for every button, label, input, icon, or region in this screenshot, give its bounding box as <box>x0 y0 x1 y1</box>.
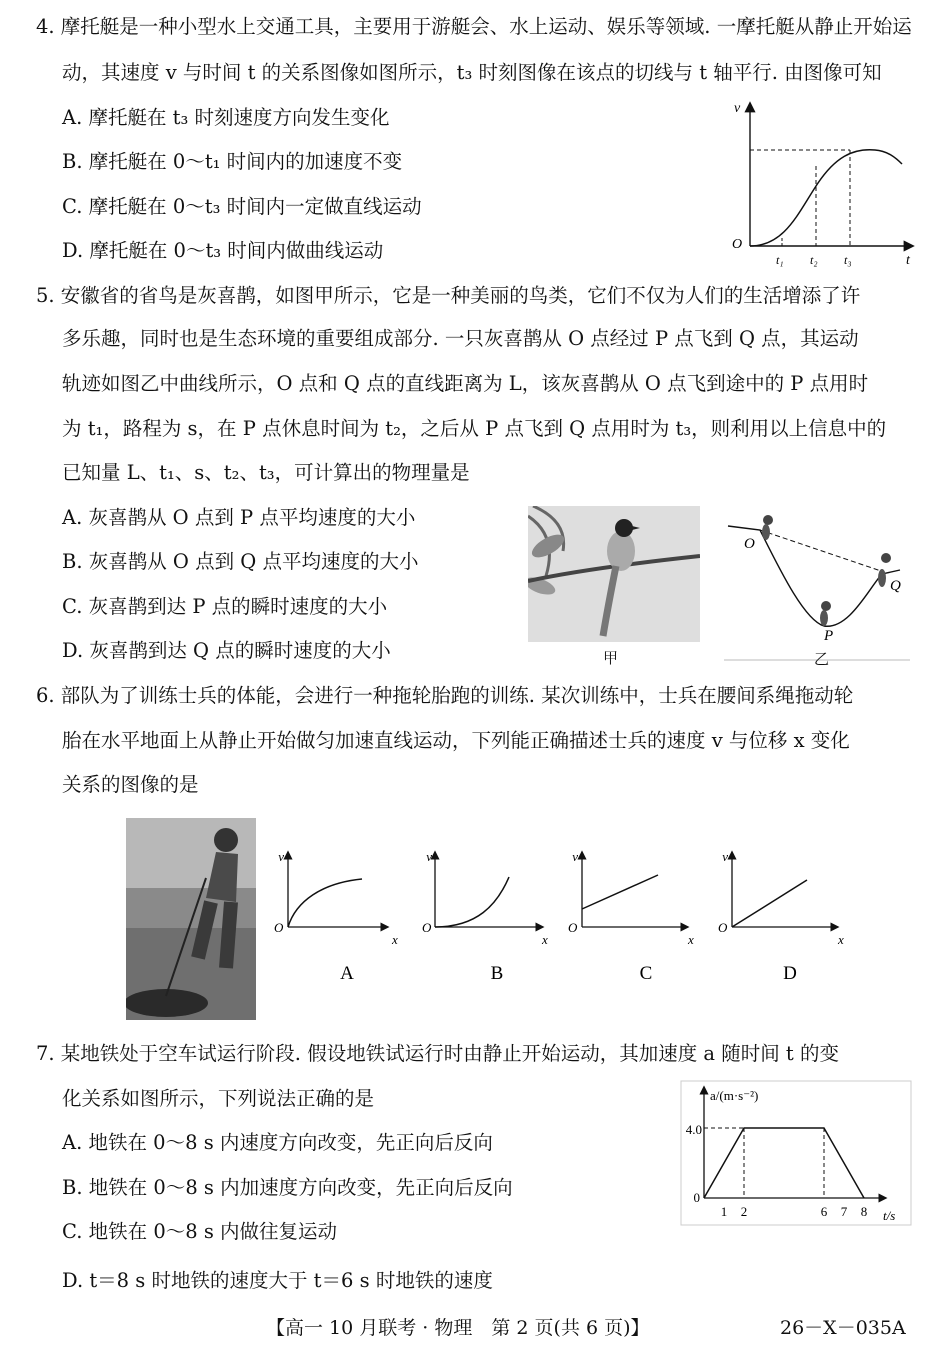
q6-c-ylabel: v <box>572 849 578 864</box>
q6-d-xlabel: x <box>838 932 844 947</box>
q5-option-d: D. 灰喜鹊到达 Q 点的瞬时速度的大小 <box>62 639 391 662</box>
soldier-photo <box>126 818 256 1020</box>
q4-option-a: A. 摩托艇在 t₃ 时刻速度方向发生变化 <box>62 106 390 129</box>
q6-d-label: D <box>783 963 797 984</box>
q7-x-tick-7: 7 <box>840 1204 848 1219</box>
q4-tick-t3: t₃ <box>844 253 852 267</box>
q5-fig-yi: 乙 <box>814 650 830 668</box>
q4-option-c: C. 摩托艇在 0～t₃ 时间内一定做直线运动 <box>62 195 422 218</box>
q7-origin: 0 <box>693 1190 700 1205</box>
q6-stem-line2: 胎在水平地面上从静止开始做匀加速直线运动，下列能正确描述士兵的速度 v 与位移 x 变化 <box>62 729 850 752</box>
magpie-photo <box>528 506 700 642</box>
q6-graph-set <box>262 845 852 985</box>
q6-stem-line1: 6. 部队为了训练士兵的体能，会进行一种拖轮胎跑的训练. 某次训练中，士兵在腰间系绳拖动轮 <box>36 684 854 707</box>
q7-at-graph <box>680 1080 912 1226</box>
q7-series-line <box>704 1128 864 1198</box>
q4-x-label: t <box>906 253 910 268</box>
footer-page-info: 【高一 10 月联考 · 物理 第 2 页(共 6 页)】 <box>266 1317 650 1339</box>
q6-graph-b <box>422 849 548 984</box>
q6-b-label: B <box>490 963 504 984</box>
q5-point-p: P <box>824 628 834 644</box>
q6-a-label: A <box>340 963 354 984</box>
q7-x-label: t/s <box>883 1208 896 1223</box>
q6-graph-c <box>568 849 694 984</box>
q4-option-d: D. 摩托艇在 0～t₃ 时间内做曲线运动 <box>62 239 384 262</box>
q6-c-origin: O <box>568 920 578 935</box>
q5-option-b: B. 灰喜鹊从 O 点到 Q 点平均速度的大小 <box>62 550 419 573</box>
q6-graph-a <box>274 849 398 984</box>
q7-option-b: B. 地铁在 0～8 s 内加速度方向改变，先正向后反向 <box>62 1176 513 1199</box>
q4-option-b: B. 摩托艇在 0～t₁ 时间内的加速度不变 <box>62 150 403 173</box>
q7-y-label: a/(m·s⁻²) <box>710 1088 759 1103</box>
q5-option-a: A. 灰喜鹊从 O 点到 P 点平均速度的大小 <box>62 506 416 529</box>
q4-tick-t2: t₂ <box>810 253 818 267</box>
q5-point-q: Q <box>890 578 901 594</box>
q4-stem-line1: 4. 摩托艇是一种小型水上交通工具，主要用于游艇会、水上运动、娱乐等领域. 一摩托艇从静止开始运 <box>36 15 912 38</box>
q6-a-ylabel: v <box>278 849 284 864</box>
q7-x-tick-1: 1 <box>720 1204 728 1219</box>
q4-stem-line2: 动，其速度 v 与时间 t 的关系图像如图所示，t₃ 时刻图像在该点的切线与 t 轴平行. 由图像可知 <box>62 61 882 84</box>
q6-c-label: C <box>639 963 653 984</box>
q7-option-d: D. t＝8 s 时地铁的速度大于 t＝6 s 时地铁的速度 <box>62 1269 493 1292</box>
q6-b-ylabel: v <box>426 849 432 864</box>
q5-stem-line2: 多乐趣，同时也是生态环境的重要组成部分. 一只灰喜鹊从 O 点经过 P 点飞到 Q 点，其运动 <box>62 327 859 350</box>
q4-y-label: v <box>734 101 741 116</box>
q5-stem-line1: 5. 安徽省的省鸟是灰喜鹊，如图甲所示，它是一种美丽的鸟类，它们不仅为人们的生活增添了许 <box>36 284 861 307</box>
q5-fig-jia: 甲 <box>603 649 619 667</box>
q7-y-tick: 4.0 <box>685 1122 702 1137</box>
q6-graph-d <box>718 849 844 984</box>
q6-stem-line3: 关系的图像的是 <box>62 773 199 796</box>
q5-trajectory-figure <box>724 508 910 668</box>
q4-tick-t1: t₁ <box>776 253 784 267</box>
q6-d-ylabel: v <box>722 849 728 864</box>
q7-stem-line2: 化关系如图所示，下列说法正确的是 <box>62 1087 375 1110</box>
q7-stem-line1: 7. 某地铁处于空车试运行阶段. 假设地铁试运行时由静止开始运动，其加速度 a 随时间 t 的变 <box>36 1042 839 1065</box>
q5-point-o: O <box>744 536 755 552</box>
q5-stem-line3: 轨迹如图乙中曲线所示，O 点和 Q 点的直线距离为 L，该灰喜鹊从 O 点飞到途中的 P 点用时 <box>62 372 869 395</box>
q6-b-origin: O <box>422 920 432 935</box>
q4-vt-graph <box>720 98 920 270</box>
q5-option-c: C. 灰喜鹊到达 P 点的瞬时速度的大小 <box>62 595 388 618</box>
q7-x-tick-8: 8 <box>860 1204 868 1219</box>
q7-option-a: A. 地铁在 0～8 s 内速度方向改变，先正向后反向 <box>62 1131 493 1154</box>
q5-stem-line4: 为 t₁，路程为 s，在 P 点休息时间为 t₂，之后从 P 点飞到 Q 点用时为 t₃，则利用以上信息中的 <box>62 417 887 440</box>
q4-origin: O <box>732 237 743 252</box>
footer-code: 26－X－035A <box>780 1317 906 1339</box>
q6-a-xlabel: x <box>392 932 398 947</box>
q6-c-xlabel: x <box>688 932 694 947</box>
q7-option-c: C. 地铁在 0～8 s 内做往复运动 <box>62 1220 338 1243</box>
q5-stem-line5: 已知量 L、t₁、s、t₂、t₃，可计算出的物理量是 <box>62 461 470 484</box>
q6-a-origin: O <box>274 920 284 935</box>
q7-x-tick-6: 6 <box>820 1204 828 1219</box>
q7-x-tick-2: 2 <box>740 1204 748 1219</box>
q6-b-xlabel: x <box>542 932 548 947</box>
q6-d-origin: O <box>718 920 728 935</box>
